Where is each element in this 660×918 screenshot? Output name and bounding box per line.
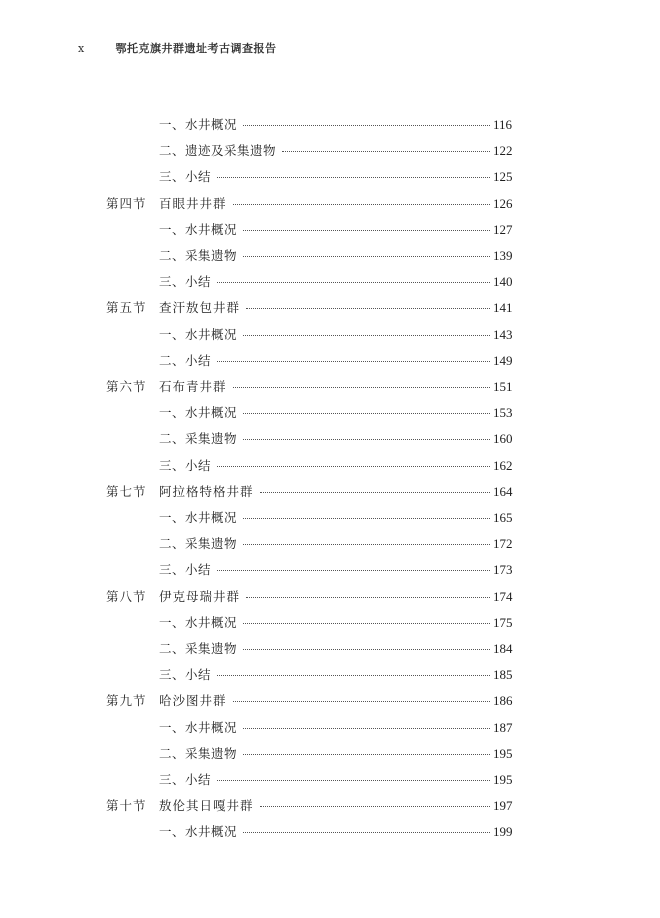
toc-subsection-entry: [0, 505, 660, 531]
toc-subsection-entry: [0, 531, 660, 557]
toc-entry-title: 三、小结: [159, 767, 215, 793]
toc-entry-title: 伊克母瑞井群: [159, 584, 244, 610]
toc-subsection-entry: [0, 269, 660, 295]
section-number: 第六节: [106, 379, 147, 394]
toc-subsection-entry: [0, 662, 660, 688]
toc-page-number: 164: [490, 479, 523, 505]
toc-entry-title: 二、采集遗物: [159, 531, 241, 557]
toc-page-number: 162: [490, 453, 523, 479]
dot-leader: [282, 151, 490, 152]
toc-subsection-entry: [0, 322, 660, 348]
section-number: 第十节: [106, 798, 147, 814]
dot-leader: [243, 335, 490, 336]
toc-entry-title: 一、水井概况: [159, 505, 241, 531]
toc-subsection-entry: [0, 610, 660, 636]
section-number: 第七节: [106, 483, 147, 499]
toc-page-number: 122: [490, 138, 523, 164]
toc-page-number: 140: [490, 269, 523, 295]
toc-subsection-entry: [0, 348, 660, 374]
toc-entry-title: 石布青井群: [159, 374, 231, 400]
toc-entry-title: 二、采集遗物: [159, 243, 241, 269]
dot-leader: [233, 204, 490, 205]
toc-page-number: 116: [490, 112, 523, 138]
dot-leader: [217, 570, 490, 571]
dot-leader: [217, 177, 490, 178]
toc-subsection-entry: [0, 557, 660, 583]
toc-page-number: 199: [490, 819, 523, 845]
toc-section-entry: [0, 191, 660, 217]
toc-page-number: 127: [490, 217, 523, 243]
toc-entry-title: 二、采集遗物: [159, 636, 241, 662]
toc-entry-title: 三、小结: [159, 164, 215, 190]
toc-entry-title: 百眼井井群: [159, 191, 231, 217]
book-title: 鄂托克旗井群遗址考古调查报告: [115, 42, 277, 55]
toc-subsection-entry: [0, 400, 660, 426]
dot-leader: [243, 623, 490, 624]
toc-page-number: 195: [490, 767, 523, 793]
section-number: 第八节: [106, 588, 147, 604]
toc-entry-title: 一、水井概况: [159, 112, 241, 138]
dot-leader: [260, 492, 490, 493]
toc-page-number: 151: [490, 374, 523, 400]
toc-section-entry: [0, 374, 660, 400]
toc-section-entry: [0, 793, 660, 819]
dot-leader: [233, 701, 490, 702]
toc-subsection-entry: [0, 138, 660, 164]
toc-page-number: 184: [490, 636, 523, 662]
page-folio: x: [78, 42, 85, 55]
toc-page-number: 139: [490, 243, 523, 269]
toc-page-number: 125: [490, 164, 523, 190]
toc-subsection-entry: [0, 767, 660, 793]
toc-entry-title: 三、小结: [159, 662, 215, 688]
toc-entry-title: 一、水井概况: [159, 610, 241, 636]
toc-subsection-entry: [0, 217, 660, 243]
dot-leader: [243, 413, 490, 414]
dot-leader: [246, 597, 490, 598]
toc-section-entry: [0, 688, 660, 714]
toc-entry-title: 三、小结: [159, 557, 215, 583]
toc-subsection-entry: [0, 453, 660, 479]
toc-entry-title: 一、水井概况: [159, 819, 241, 845]
dot-leader: [243, 125, 490, 126]
toc-page-number: 126: [490, 191, 523, 217]
toc-entry-title: 二、采集遗物: [159, 426, 241, 452]
toc-page-number: 153: [490, 400, 523, 426]
toc-page-number: 149: [490, 348, 523, 374]
toc-entry-title: 二、小结: [159, 348, 215, 374]
toc-page-number: 160: [490, 426, 523, 452]
toc-entry-title: 二、遗迹及采集遗物: [159, 138, 280, 164]
toc-page-number: 143: [490, 322, 523, 348]
toc-subsection-entry: [0, 164, 660, 190]
toc-page-number: 197: [490, 793, 523, 819]
dot-leader: [243, 649, 490, 650]
dot-leader: [233, 387, 490, 388]
toc-page-number: 175: [490, 610, 523, 636]
toc-section-entry: [0, 479, 660, 505]
section-number: 第五节: [106, 300, 147, 316]
dot-leader: [243, 439, 490, 440]
toc-section-entry: [0, 295, 660, 321]
toc-subsection-entry: [0, 243, 660, 269]
toc-entry-title: 哈沙图井群: [159, 688, 231, 714]
toc-page-number: 195: [490, 741, 523, 767]
dot-leader: [217, 361, 490, 362]
dot-leader: [217, 282, 490, 283]
toc-entry-title: 一、水井概况: [159, 217, 241, 243]
toc-entry-title: 三、小结: [159, 453, 215, 479]
toc-page-number: 186: [490, 688, 523, 714]
dot-leader: [243, 256, 490, 257]
dot-leader: [243, 518, 490, 519]
toc-page-number: 185: [490, 662, 523, 688]
dot-leader: [243, 230, 490, 231]
dot-leader: [243, 832, 490, 833]
toc-subsection-entry: [0, 715, 660, 741]
dot-leader: [246, 308, 490, 309]
toc-entry-title: 阿拉格特格井群: [159, 479, 258, 505]
toc-entry-title: 敖伦其日嘎井群: [159, 793, 258, 819]
toc-subsection-entry: [0, 426, 660, 452]
toc-page-number: 187: [490, 715, 523, 741]
toc-entry-title: 一、水井概况: [159, 322, 241, 348]
dot-leader: [217, 780, 490, 781]
toc-subsection-entry: [0, 112, 660, 138]
toc-entry-title: 一、水井概况: [159, 400, 241, 426]
toc-page-number: 165: [490, 505, 523, 531]
toc-page-number: 173: [490, 557, 523, 583]
section-number: 第四节: [106, 195, 147, 211]
toc-subsection-entry: [0, 819, 660, 845]
toc-page-number: 141: [490, 295, 523, 321]
toc-page-number: 174: [490, 584, 523, 610]
running-header: [78, 40, 277, 56]
dot-leader: [243, 728, 490, 729]
toc-subsection-entry: [0, 636, 660, 662]
dot-leader: [243, 544, 490, 545]
dot-leader: [217, 675, 490, 676]
toc-entry-title: 查汗敖包井群: [159, 295, 244, 321]
toc-section-entry: [0, 584, 660, 610]
toc-entry-title: 一、水井概况: [159, 715, 241, 741]
toc-entry-title: 二、采集遗物: [159, 741, 241, 767]
section-number: 第九节: [106, 693, 147, 709]
toc-entry-title: 三、小结: [159, 269, 215, 295]
toc-page-number: 172: [490, 531, 523, 557]
dot-leader: [243, 754, 490, 755]
toc-subsection-entry: [0, 741, 660, 767]
dot-leader: [217, 466, 490, 467]
dot-leader: [260, 806, 490, 807]
